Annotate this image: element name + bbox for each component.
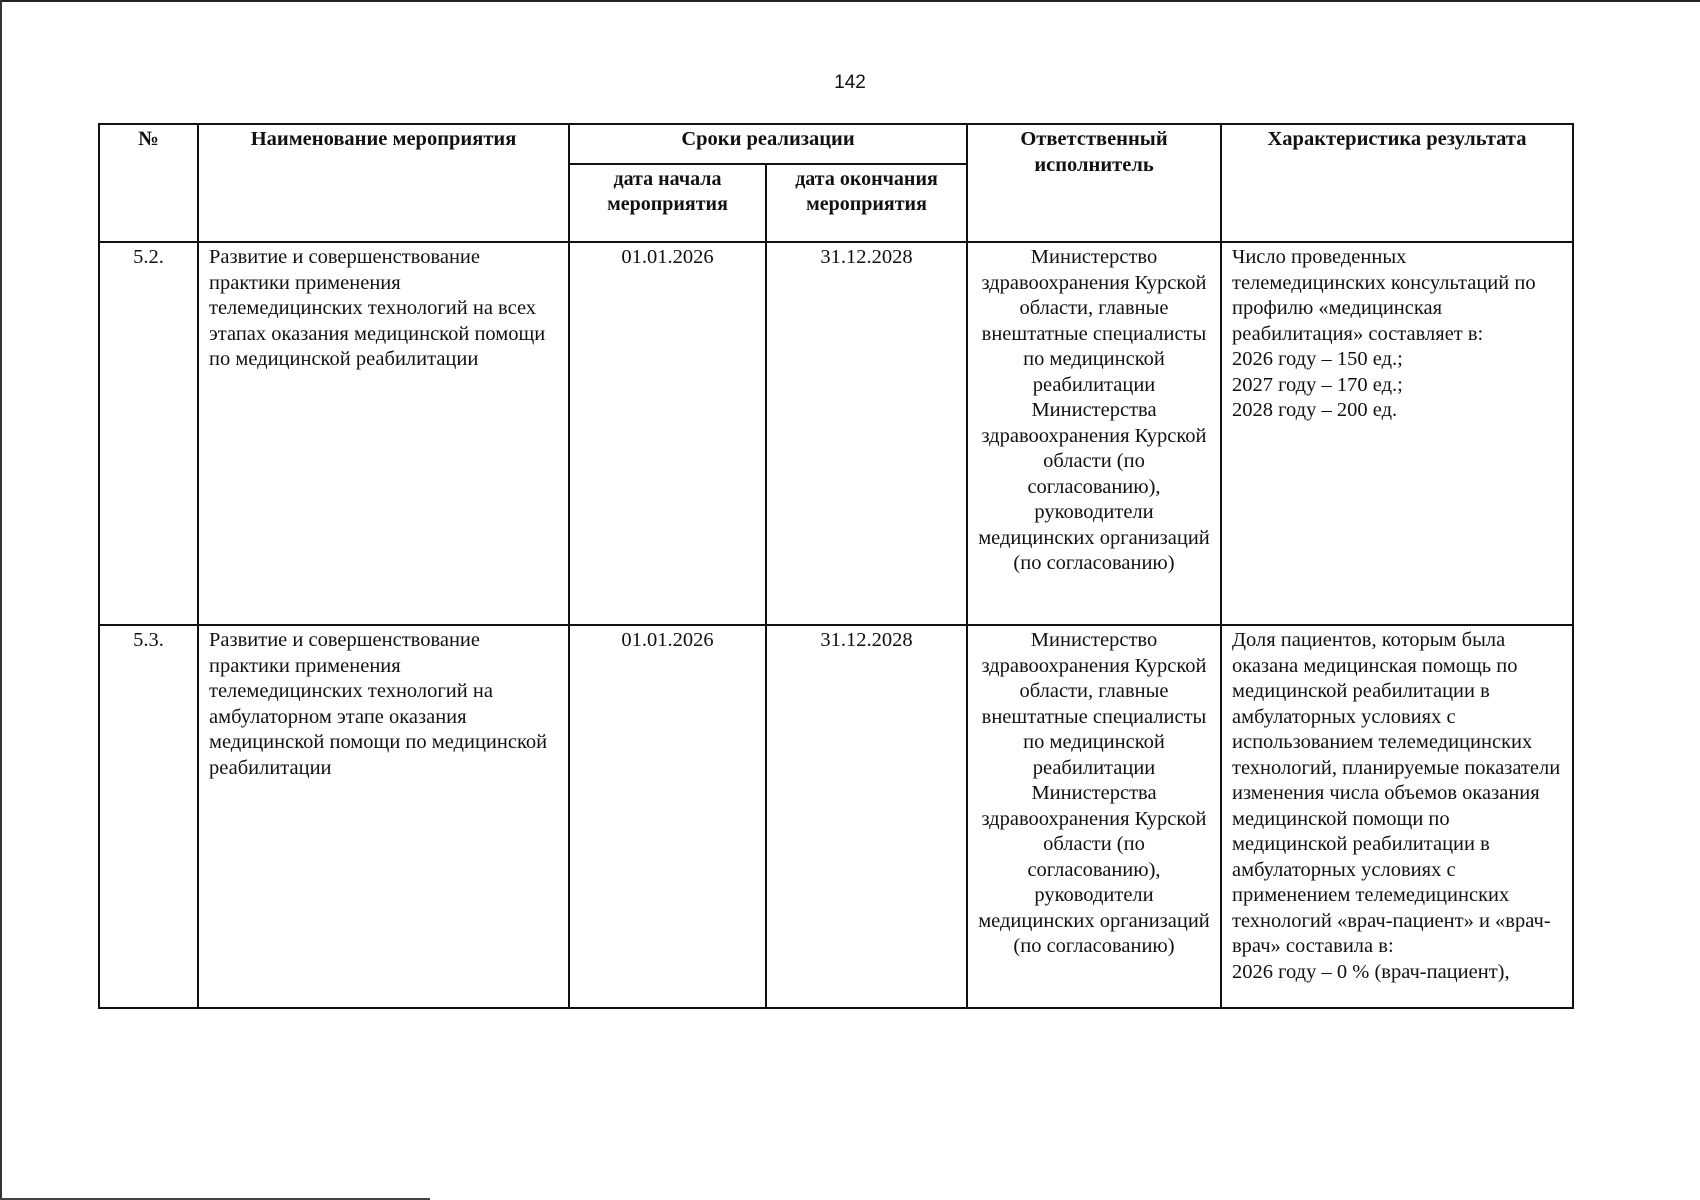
responsible-executor: Министерство здравоохранения Курской области, главные внештатные специалисты по медицинской реабилитации Министерства здравоохранения Курской области (по согласованию), руководители медицинских организаций (по согласованию) [967,242,1221,625]
row-number: 5.3. [99,625,198,1008]
activity-name: Развитие и совершенствование практики применения телемедицинских технологий на амбулаторном этапе оказания медицинской помощи по медицинской реабилитации [198,625,569,1008]
header-end-date: дата окончания мероприятия [766,164,967,242]
activity-name: Развитие и совершенствование практики применения телемедицинских технологий на всех этапах оказания медицинской помощи по медицинской реабилитации [198,242,569,625]
table-row [99,625,1573,1008]
result-description: Доля пациентов, которым была оказана медицинская помощь по медицинской реабилитации в амбулаторных условиях с использованием телемедицинских технологий, планируемые показатели изменения числа объемов оказания медицинской помощи по медицинской реабилитации в амбулаторных условиях с применением телемедицинских технологий «врач-пациент» и «врач-врач» составила в: 2026 году – 0 % (врач-пациент), [1221,625,1573,1008]
start-date: 01.01.2026 [569,242,766,625]
header-terms: Сроки реализации [569,124,967,164]
header-responsible: Ответственный исполнитель [967,124,1221,242]
header-start-date: дата начала мероприятия [569,164,766,242]
header-num: № [99,124,198,242]
end-date: 31.12.2028 [766,625,967,1008]
activities-table [98,123,1574,1009]
header-row [99,124,1573,164]
end-date: 31.12.2028 [766,242,967,625]
page-number: 142 [834,72,866,93]
header-name: Наименование мероприятия [198,124,569,242]
start-date: 01.01.2026 [569,625,766,1008]
result-description: Число проведенных телемедицинских консультаций по профилю «медицинская реабилитация» составляет в: 2026 году – 150 ед.; 2027 году – 170 ед.; 2028 году – 200 ед. [1221,242,1573,625]
scan-edge-top [0,0,1700,2]
header-result: Характеристика результата [1221,124,1573,242]
scan-edge-left [0,0,2,1200]
row-number: 5.2. [99,242,198,625]
responsible-executor: Министерство здравоохранения Курской области, главные внештатные специалисты по медицинской реабилитации Министерства здравоохранения Курской области (по согласованию), руководители медицинских организаций (по согласованию) [967,625,1221,1008]
table-row [99,242,1573,625]
